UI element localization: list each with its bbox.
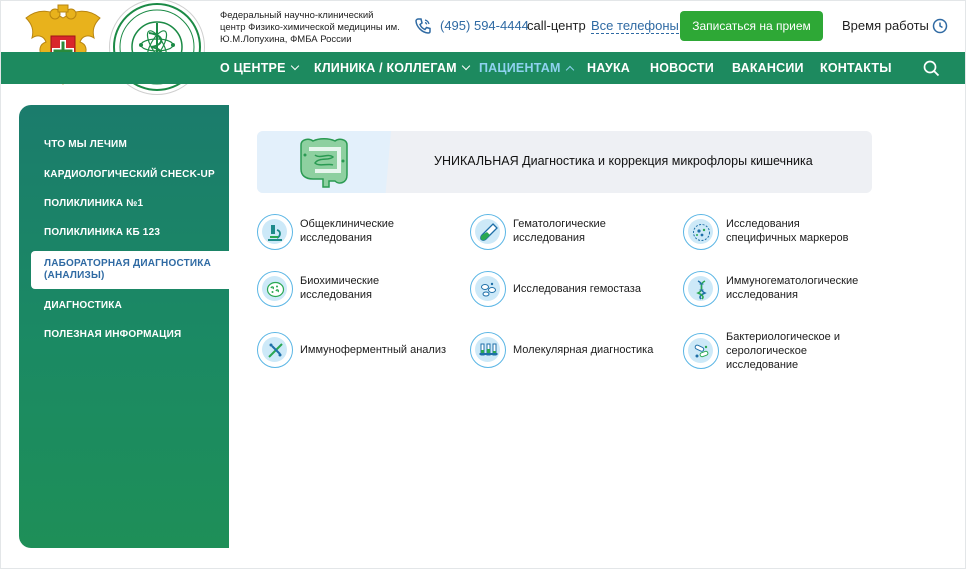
service-specific-markers[interactable] [683,214,863,254]
nav-item-vacancies[interactable] [732,52,804,84]
nav-item-clinic[interactable] [314,52,469,84]
phone-number[interactable]: (495) 594-4444 [440,18,529,33]
service-label: Гематологические исследования [513,218,606,244]
service-general-clinical[interactable] [257,214,447,254]
nav-item-label: НАУКА [587,61,631,75]
nav-item-label: О ЦЕНТРЕ [220,61,286,75]
service-immunoassay[interactable] [257,332,457,372]
clock-icon[interactable] [932,18,948,34]
service-molecular[interactable] [470,332,670,372]
service-immunohematological[interactable] [683,271,863,311]
sidebar-item-polyclinic-1[interactable]: ПОЛИКЛИНИКА №1 [44,198,144,209]
service-icon-circle [470,271,506,307]
dna-icon [691,279,712,300]
service-label: Исследования гемостаза [513,283,641,295]
chevron-up-icon [565,66,573,74]
nav-item-about[interactable] [220,52,298,84]
bacteria-icon [691,341,712,362]
nav-item-science[interactable] [587,52,630,84]
service-icon-circle [257,214,293,250]
service-icon-circle [470,214,506,250]
service-icon-circle [257,271,293,307]
nav-item-patients[interactable] [479,52,573,84]
sidebar-item-polyclinic-kb123[interactable]: ПОЛИКЛИНИКА КБ 123 [44,227,161,238]
service-icon-circle [257,332,293,368]
nav-item-label: КЛИНИКА / КОЛЛЕГАМ [314,61,457,75]
service-hematological[interactable] [470,214,650,254]
service-label: Биохимические исследования [300,275,380,301]
service-biochemical[interactable] [257,271,447,311]
sidebar-item-diagnostics[interactable]: ДИАГНОСТИКА [44,300,122,311]
sidebar-item-useful-info[interactable]: ПОЛЕЗНАЯ ИНФОРМАЦИЯ [44,329,182,340]
service-label: Иммуногематологические исследования [726,275,859,301]
antibody-icon [265,340,286,361]
nav-item-label: НОВОСТИ [650,61,714,75]
nav-item-label: ВАКАНСИИ [732,61,804,75]
service-icon-circle [683,333,719,369]
petri-dish-icon [265,279,286,300]
service-label: Молекулярная диагностика [513,344,654,356]
blood-cells-icon [478,279,499,300]
service-hemostasis[interactable] [470,271,650,311]
all-phones-link[interactable]: Все телефоны [591,18,679,33]
service-label: Общеклинические исследования [300,218,395,244]
service-icon-circle [683,271,719,307]
chevron-down-icon [461,62,469,70]
nav-item-label: КОНТАКТЫ [820,61,892,75]
service-icon-circle [470,332,506,368]
sidebar-item-lab-diagnostics[interactable] [31,251,229,289]
service-icon-circle [683,214,719,250]
nav-item-contacts[interactable] [820,52,892,84]
phone-icon [414,17,432,35]
callcenter-label: call-центр [527,18,586,33]
intestinal-microflora-banner[interactable] [257,131,872,193]
nav-item-label: ПАЦИЕНТАМ [479,61,561,75]
service-bacteriological[interactable] [683,330,863,376]
service-label: Бактериологическое и серологическое исследование [726,331,840,371]
organization-name: Федеральный научно-клинический центр Физико-химической медицины им. Ю.М.Лопухина, ФМБА России [220,10,400,45]
sidebar-item-cardio-checkup[interactable]: КАРДИОЛОГИЧЕСКИЙ CHECK-UP [44,169,215,180]
service-label: Иммуноферментный анализ [300,344,447,356]
nav-item-news[interactable] [650,52,714,84]
microscope-icon [265,222,286,243]
main-navigation [1,52,965,84]
sidebar-menu [19,105,229,548]
banner-title: УНИКАЛЬНАЯ Диагностика и коррекция микрофлоры кишечника [434,154,813,168]
search-icon[interactable] [923,60,940,77]
sidebar-item-what-we-treat[interactable]: ЧТО МЫ ЛЕЧИМ [44,139,127,150]
test-tubes-rack-icon [478,340,499,361]
cells-icon [691,222,712,243]
intestine-icon [293,135,355,189]
working-hours-link[interactable]: Время работы [842,18,929,33]
chevron-down-icon [290,62,298,70]
appointment-button[interactable]: Записаться на прием [680,11,823,41]
test-tube-icon [478,222,499,243]
sidebar-item-label: ЛАБОРАТОРНАЯ ДИАГНОСТИКА (АНАЛИЗЫ) [44,258,212,281]
service-label: Исследования специфичных маркеров [726,218,849,244]
